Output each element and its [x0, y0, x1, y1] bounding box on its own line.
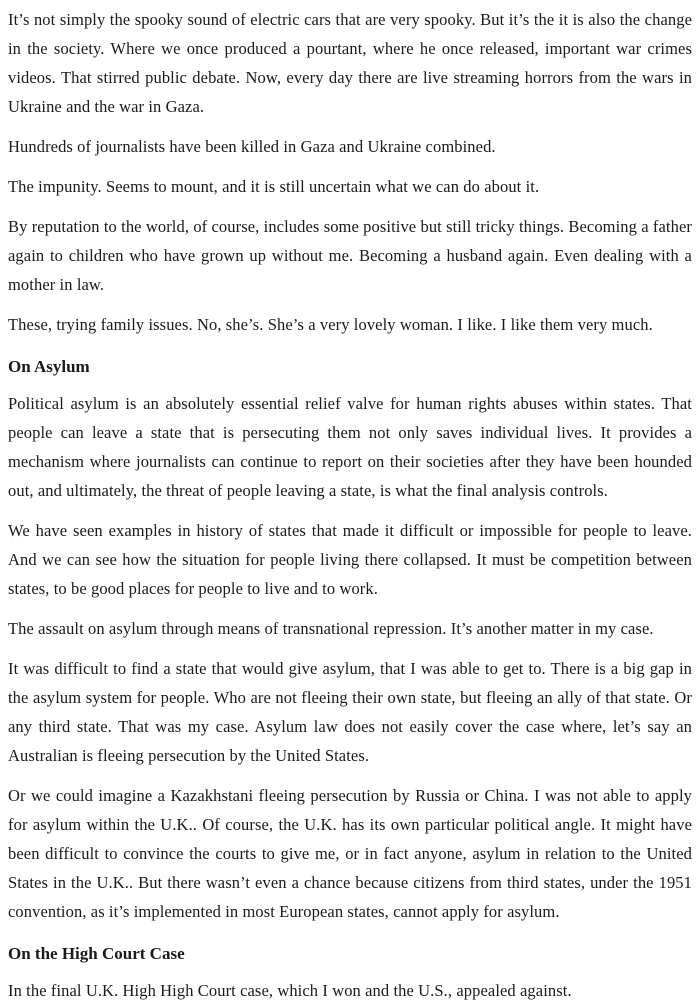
paragraph: Political asylum is an absolutely essential relief valve for human rights abuses within states. That people can leave a state that is persecuting them not only saves individual lives. It provides a mechanism where journalists can continue to report on their societies after they have been hounded out, and ultimately, the threat of people leaving a state, is what the final analysis controls.: [8, 394, 692, 500]
paragraph: The assault on asylum through means of transnational repression. It’s another matter in my case.: [8, 619, 654, 638]
paragraph: Hundreds of journalists have been killed in Gaza and Ukraine combined.: [8, 137, 496, 156]
paragraph: It’s not simply the spooky sound of electric cars that are very spooky. But it’s the it is also the change in the society. Where we once produced a pourtant, where he once released, important war crimes videos. That stirred public debate. Now, every day there are live streaming horrors from the wars in Ukraine and the war in Gaza.: [8, 10, 692, 116]
paragraph: Or we could imagine a Kazakhstani fleeing persecution by Russia or China. I was not able to apply for asylum within the U.K.. Of course, the U.K. has its own particular political angle. It might have been difficult to convince the courts to give me, or in fact anyone, asylum in relation to the United States in the U.K.. But there wasn’t even a chance because citizens from third states, under the 1951 convention, as it’s implemented in most European states, cannot apply for asylum.: [8, 786, 692, 921]
section-heading-high-court-case: On the High Court Case: [8, 944, 185, 963]
paragraph: By reputation to the world, of course, includes some positive but still tricky things. Becoming a father again to children who have grown up without me. Becoming a husband again. Even dealing with a mother in law.: [8, 217, 692, 294]
section-heading-on-asylum: On Asylum: [8, 357, 90, 376]
paragraph: It was difficult to find a state that would give asylum, that I was able to get to. There is a big gap in the asylum system for people. Who are not fleeing their own state, but fleeing an ally of that state. Or any third state. That was my case. Asylum law does not easily cover the case where, let’s say an Australian is fleeing persecution by the United States.: [8, 659, 692, 765]
paragraph: These, trying family issues. No, she’s. She’s a very lovely woman. I like. I like them very much.: [8, 315, 653, 334]
paragraph: The impunity. Seems to mount, and it is still uncertain what we can do about it.: [8, 177, 540, 196]
paragraph: We have seen examples in history of states that made it difficult or impossible for people to leave. And we can see how the situation for people living there collapsed. It must be competition between states, to be good places for people to live and to work.: [8, 521, 692, 598]
paragraph: In the final U.K. High High Court case, which I won and the U.S., appealed against.: [8, 981, 572, 1000]
